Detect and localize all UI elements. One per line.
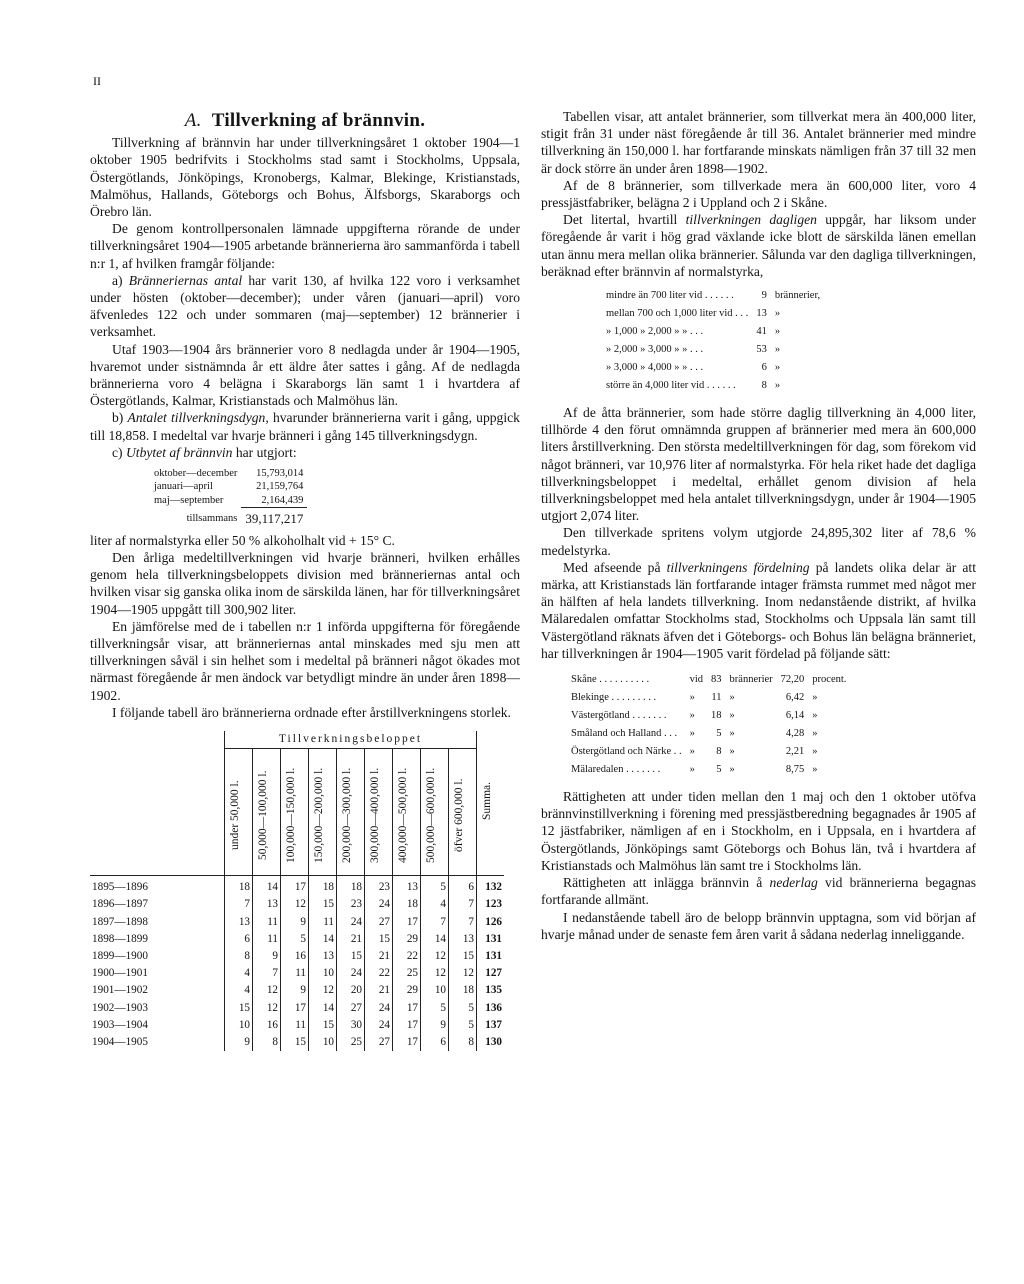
district-percent-unit: »: [812, 710, 818, 722]
table-cell: 17: [393, 1017, 421, 1034]
column-header: [309, 749, 337, 876]
row-year: 1900—1901: [92, 967, 148, 980]
production-row: [150, 480, 307, 493]
district-percent: 6,14: [785, 710, 805, 722]
paragraph: [541, 559, 976, 662]
district-name: Västergötland . . . . . . .: [571, 710, 667, 722]
table-cell: 18: [393, 896, 421, 913]
row-year: 1895—1896: [90, 876, 225, 897]
district-row: [568, 762, 849, 778]
italic-term: tillverkningens fördelning: [666, 559, 810, 575]
table-cell: 18: [225, 876, 253, 897]
daily-range: mindre än 700 liter vid . . . . . .: [606, 290, 734, 302]
left-column: [90, 112, 520, 1051]
district-prefix: »: [689, 692, 695, 704]
district-unit: »: [729, 710, 735, 722]
table-cell: 10: [309, 965, 337, 982]
table-cell: 18: [309, 876, 337, 897]
table-cell: 5: [421, 1000, 449, 1017]
daily-count: 13: [756, 308, 767, 320]
production-label: januari—april: [154, 481, 213, 493]
table-cell: 24: [365, 896, 393, 913]
table-cell: 17: [281, 876, 309, 897]
table-cell: 15: [309, 896, 337, 913]
district-count: 8: [716, 746, 722, 758]
table-cell: 23: [365, 876, 393, 897]
table-cell: 12: [421, 965, 449, 982]
district-table: [566, 670, 851, 780]
district-unit: »: [729, 728, 735, 740]
daily-count: 6: [761, 362, 767, 374]
district-percent-unit: »: [812, 764, 818, 776]
district-percent: 2,21: [785, 746, 805, 758]
table-cell: 8: [449, 1034, 477, 1051]
production-table: [150, 467, 520, 526]
district-unit: »: [729, 764, 735, 776]
paragraph-text: vid brännerierna begagnas fortfarande allmänt.: [541, 875, 977, 908]
table-cell: 24: [365, 1017, 393, 1034]
district-percent: 4,28: [785, 728, 805, 740]
table-cell: 24: [337, 965, 365, 982]
district-count: 83: [711, 674, 722, 686]
table-cell: 5: [449, 1000, 477, 1017]
daily-row: [603, 306, 823, 322]
paragraph: [541, 211, 976, 280]
daily-count: 53: [756, 344, 767, 356]
production-value: 15,793,014: [256, 468, 304, 480]
paragraph: Af de 8 brännerier, som tillverkade mera än 600,000 liter, voro 4 pressjästfabriker, belägna 2 i Uppland och 2 i Skåne.: [541, 177, 976, 211]
table-cell: 9: [281, 982, 309, 999]
italic-term: Antalet tillverkningsdygn,: [127, 410, 269, 426]
table-cell: 15: [309, 1017, 337, 1034]
daily-row: [603, 360, 823, 376]
table-cell: 25: [337, 1034, 365, 1051]
table-cell: 7: [225, 896, 253, 913]
daily-row: [603, 288, 823, 304]
table-cell: 4: [225, 965, 253, 982]
table-cell: 9: [281, 914, 309, 931]
daily-range: » 3,000 » 4,000 » » . . .: [606, 362, 704, 374]
district-percent: 72,20: [780, 674, 805, 686]
item-label: b): [112, 410, 124, 426]
table-cell-sum: 127: [477, 965, 505, 982]
table-cell: 22: [365, 965, 393, 982]
row-year: 1896—1897: [92, 898, 148, 911]
column-header: [253, 749, 281, 876]
column-header-label: 50,000—100,000 l.: [257, 770, 269, 860]
daily-range: mellan 700 och 1,000 liter vid . . .: [606, 308, 749, 320]
table-cell: 21: [337, 931, 365, 948]
table-cell: 24: [365, 1000, 393, 1017]
column-header-sum: Summa.: [481, 781, 493, 820]
paragraph-text: har utgjort:: [235, 444, 297, 460]
table-cell: 12: [449, 965, 477, 982]
production-value: 2,164,439: [261, 494, 304, 506]
table-cell-sum: 132: [477, 876, 505, 897]
daily-range: » 1,000 » 2,000 » » . . .: [606, 326, 704, 338]
daily-range: större än 4,000 liter vid . . . . . .: [606, 380, 736, 392]
table-cell: 13: [449, 931, 477, 948]
district-name: Blekinge . . . . . . . . .: [571, 692, 657, 704]
table-cell: 10: [421, 982, 449, 999]
row-year: 1902—1903: [92, 1001, 148, 1014]
item-label: a): [112, 272, 123, 288]
table-cell: 14: [309, 1000, 337, 1017]
table-cell-sum: 131: [477, 931, 505, 948]
table-cell: 17: [393, 1034, 421, 1051]
district-count: 11: [711, 692, 722, 704]
column-header-label: 300,000—400,000 l.: [369, 767, 381, 863]
district-prefix: »: [689, 728, 695, 740]
column-header-label: under 50,000 l.: [229, 780, 241, 850]
table-cell: 24: [337, 914, 365, 931]
table-cell: 22: [393, 948, 421, 965]
column-header: [337, 749, 365, 876]
district-percent-unit: »: [812, 692, 818, 704]
table-row: [90, 1017, 504, 1034]
table-cell: 7: [421, 914, 449, 931]
district-name: Östergötland och Närke . .: [571, 746, 682, 758]
table-cell: 5: [281, 931, 309, 948]
table-cell-sum: 126: [477, 914, 505, 931]
table-cell: 12: [253, 982, 281, 999]
table-cell: 9: [225, 1034, 253, 1051]
daily-count: 41: [756, 326, 767, 338]
production-size-table: [90, 731, 504, 1051]
table-row: [90, 1034, 504, 1051]
table-cell: 11: [253, 914, 281, 931]
section-letter: A.: [184, 110, 202, 131]
production-total-row: [150, 508, 307, 526]
row-year: 1904—1905: [92, 1035, 148, 1048]
paragraph-text: på landets olika delar är att märka, att Kristianstads län fortfarande intager främsta rummet med något mer än hälften af hela landets tillverkning. Inom nedanstående distrikt, af hvilka Mälaredalen omfattar Stockholms stad, Stockholms och Uppsala län samt till Västergötland räknats äfven det i Göteborgs- och Bohus län belägna bränneriet, har tillverkningen år 1904—1905 varit fördelad på följande sätt:: [541, 559, 976, 661]
table-cell: 21: [365, 982, 393, 999]
district-name: Småland och Halland . . .: [571, 728, 678, 740]
district-count: 18: [711, 710, 722, 722]
table-cell: 5: [421, 876, 449, 897]
column-header: [225, 749, 253, 876]
table-cell: 7: [449, 914, 477, 931]
section-title: Tillverkning af brännvin.: [211, 110, 426, 131]
table-cell: 13: [253, 896, 281, 913]
daily-count: 8: [761, 380, 767, 392]
daily-unit: »: [774, 308, 781, 320]
district-row: [568, 744, 849, 760]
district-name: Mälaredalen . . . . . . .: [571, 764, 661, 776]
table-row: [90, 896, 504, 913]
table-cell: 10: [225, 1017, 253, 1034]
row-year: 1899—1900: [92, 949, 148, 962]
table-cell-sum: 123: [477, 896, 505, 913]
right-column: [541, 108, 976, 943]
production-value: 21,159,764: [256, 481, 304, 493]
table-row: [90, 982, 504, 999]
paragraph-text: Det litertal, hvartill: [563, 212, 678, 228]
table-cell: 25: [393, 965, 421, 982]
italic-term: Bränneriernas antal: [128, 272, 243, 288]
district-unit: »: [729, 746, 735, 758]
paragraph: Tillverkning af brännvin har under tillverkningsåret 1 oktober 1904—1 oktober 1905 bedrifvits i Stockholms stad samt i Stockholms, Uppsala, Östergötlands, Jönköpings, Kronobergs, Kalmar, Blekinge, Kristianstads, Malmöhus, Hallands, Göteborgs och Bohus, Älfsborgs, Skaraborgs och Örebro län.: [90, 135, 520, 220]
italic-term: tillverkningen dagligen: [685, 212, 817, 228]
district-percent-unit: procent.: [812, 674, 847, 686]
district-unit: brännerier: [729, 674, 773, 686]
table-cell: 15: [449, 948, 477, 965]
paragraph: Den årliga medeltillverkningen vid hvarje bränneri, hvilken erhålles genom hela tillverkningsbeloppets division med bränneriernas antal och hvilken visar sig ganska olika inom de särskilda länen, har för tillverkningsåret 1904—1905 uppgått till 300,902 liter.: [90, 549, 520, 617]
table-cell: 12: [421, 948, 449, 965]
italic-term: Utbytet af brännvin: [125, 444, 233, 460]
paragraph-text: Rättigheten att inlägga brännvin å: [563, 875, 763, 891]
table-cell: 15: [225, 1000, 253, 1017]
daily-count: 9: [761, 290, 767, 302]
column-header: [281, 749, 309, 876]
production-row: [150, 494, 307, 508]
column-header: [393, 749, 421, 876]
daily-unit: »: [774, 380, 781, 392]
table-row: [90, 914, 504, 931]
district-prefix: vid: [689, 674, 704, 686]
table-cell: 14: [421, 931, 449, 948]
column-header-label: 400,000—500,000 l.: [397, 767, 409, 863]
table-cell: 29: [393, 982, 421, 999]
table-cell: 11: [309, 914, 337, 931]
paragraph: Utaf 1903—1904 års brännerier voro 8 nedlagda under år 1904—1905, hvaremot under sistnämnda år ett äldre åter sattes i gång. Af de nedlagda brännerierna voro 4 belägna i Skaraborgs län samt 1 i hvartdera af Östergötlands, Kalmar, Kristianstads och Malmöhus län.: [90, 341, 520, 409]
table-cell: 27: [337, 1000, 365, 1017]
paragraph: [90, 409, 520, 443]
paragraph: Tabellen visar, att antalet brännerier, som tillverkat mera än 400,000 liter, stigit från 31 under näst föregående år till 36. Antalet brännerier med mindre tillverkning än 150,000 l. har fortfarande minskats nämligen från 37 till 32 men är dock större än under åren 1898—1902.: [541, 109, 976, 176]
table-cell: 15: [365, 931, 393, 948]
paragraph-text: har varit 130, af hvilka 122 voro i verksamhet under hösten (oktober—december); under våren (januari—april) voro äfvenledes 122 och under sommaren (maj—september) 12 brännerier i verksamhet.: [90, 272, 520, 340]
table-cell: 12: [309, 982, 337, 999]
table-cell-sum: 131: [477, 948, 505, 965]
table-cell: 6: [449, 876, 477, 897]
table-cell: 7: [253, 965, 281, 982]
table-cell: 29: [393, 931, 421, 948]
section-heading: [90, 112, 520, 129]
table-row: [90, 876, 504, 897]
row-year: 1898—1899: [92, 932, 148, 945]
table-cell: 8: [225, 948, 253, 965]
table-cell: 6: [225, 931, 253, 948]
column-header-label: öfver 600,000 l.: [453, 778, 465, 852]
daily-unit: »: [774, 344, 781, 356]
table-cell-sum: 136: [477, 1000, 505, 1017]
district-row: [568, 690, 849, 706]
paragraph: [90, 444, 520, 461]
italic-term: nederlag: [769, 875, 818, 891]
district-row: [568, 708, 849, 724]
district-row: [568, 672, 849, 688]
daily-range: » 2,000 » 3,000 » » . . .: [606, 344, 704, 356]
paragraph: Rättigheten att under tiden mellan den 1 maj och den 1 oktober utöfva brännvinstillverkning i förening med pressjästberedning begagnades år 1905 af 12 jästfabriker, nämligen af en i Stockholm, en i Uppsala, en i hvartdera af Östergötlands, Jönköpings samt Göteborgs och Bohus län, två i hvartdera af Kristianstads och Malmöhus län samt tre i Stockholms län.: [541, 789, 976, 873]
district-percent: 6,42: [785, 692, 805, 704]
paragraph-text: hvarunder brännerierna varit i gång, uppgick till 18,858. I medeltal var hvarje bränneri i gång 145 tillverkningsdygn.: [90, 410, 520, 443]
table-row: [90, 1000, 504, 1017]
table-cell: 13: [393, 876, 421, 897]
table-cell: 4: [225, 982, 253, 999]
table-cell: 13: [225, 914, 253, 931]
column-header-label: 150,000—200,000 l.: [313, 767, 325, 863]
district-prefix: »: [689, 710, 695, 722]
paragraph: Den tillverkade spritens volym utgjorde 24,895,302 liter af 78,6 % medelstyrka.: [541, 525, 976, 558]
production-label: maj—september: [154, 495, 224, 507]
district-count: 5: [716, 764, 722, 776]
table-cell: 21: [365, 948, 393, 965]
table-cell: 17: [281, 1000, 309, 1017]
table-cell: 30: [337, 1017, 365, 1034]
table-cell: 12: [253, 1000, 281, 1017]
daily-unit: »: [774, 362, 781, 374]
paragraph: Af de åtta brännerier, som hade större daglig tillverkning än 4,000 liter, tillhörde 4 den förut omnämnda gruppen af brännerier med mera än 600,000 liters årstillverkning. Den största medeltillverkningen för dag, som förekom vid något bränneri, var 10,976 liter af normalstyrka. För hela riket hade det dagliga tillverkningsbeloppet i medeltal, erhållet genom division af hela tillverkningsbeloppet med hela antalet tillverkningsdygn, under år 1904—1905 utgjort 2,074 liter.: [541, 405, 976, 524]
table-cell: 11: [281, 1017, 309, 1034]
district-count: 5: [716, 728, 722, 740]
table-cell: 10: [309, 1034, 337, 1051]
column-header: [449, 749, 477, 876]
table-cell: 27: [365, 1034, 393, 1051]
paragraph: [90, 272, 520, 341]
district-percent: 8,75: [785, 764, 805, 776]
table-cell: 16: [281, 948, 309, 965]
row-year: 1901—1902: [92, 984, 148, 997]
paragraph-text: Med afseende på: [563, 559, 661, 575]
daily-unit: »: [774, 326, 781, 338]
district-prefix: »: [689, 764, 695, 776]
table-cell: 15: [337, 948, 365, 965]
column-header: [365, 749, 393, 876]
district-row: [568, 726, 849, 742]
daily-row: [603, 324, 823, 340]
table-cell: 23: [337, 896, 365, 913]
paragraph: En jämförelse med de i tabellen n:r 1 införda uppgifterna för föregående tillverkningsår visar, att bränneriernas antal minskades med sju men att tillverkningen såväl i sin helhet som i medeltal på bränneri något ökades mot närmast föregående år men ändock var betydligt mindre än under åren 1898—1902.: [90, 618, 520, 703]
table-cell: 9: [421, 1017, 449, 1034]
table-cell-sum: 135: [477, 982, 505, 999]
column-header-label: 200,000—300,000 l.: [341, 767, 353, 863]
item-label: c): [112, 444, 123, 460]
table-cell: 11: [253, 931, 281, 948]
district-unit: »: [729, 692, 735, 704]
table-row: [90, 931, 504, 948]
table-cell: 4: [421, 896, 449, 913]
row-year: 1897—1898: [92, 915, 148, 928]
district-percent-unit: »: [812, 728, 818, 740]
table-cell: 20: [337, 982, 365, 999]
table-cell: 5: [449, 1017, 477, 1034]
table-group-caption: Tillverkningsbeloppet: [225, 731, 477, 749]
paragraph: De genom kontrollpersonalen lämnade uppgifterna rörande de under tillverkningsåret 1904—1905 arbetande brännerierna äro sammanförda i tabell n:r 1, af hvilken framgår följande:: [90, 221, 520, 271]
paragraph: [541, 874, 976, 908]
table-cell: 17: [393, 1000, 421, 1017]
table-cell-sum: 130: [477, 1034, 505, 1051]
table-cell: 13: [309, 948, 337, 965]
paragraph: liter af normalstyrka eller 50 % alkoholhalt vid + 15° C.: [90, 532, 395, 548]
column-header: [421, 749, 449, 876]
table-cell: 11: [281, 965, 309, 982]
daily-row: [603, 342, 823, 358]
paragraph-text: uppgår, har liksom under föregående år varit i hög grad växlande icke blott de särskilda länen emellan utan ännu mera mellan olika brännerier. Sålunda var den dagliga tillverkningen, beräknad efter brännvin af normalstyrka,: [541, 212, 977, 279]
table-cell: 9: [253, 948, 281, 965]
district-prefix: »: [689, 746, 695, 758]
table-cell: 27: [365, 914, 393, 931]
district-name: Skåne . . . . . . . . . .: [571, 674, 650, 686]
table-cell: 15: [281, 1034, 309, 1051]
table-cell: 12: [281, 896, 309, 913]
daily-production-table: [601, 286, 825, 396]
paragraph: I nedanstående tabell äro de belopp brännvin upptagna, som vid början af hvarje månad under de senaste fem åren varit å sådana nederlag inneliggande.: [541, 909, 976, 942]
table-cell: 7: [449, 896, 477, 913]
district-percent-unit: »: [812, 746, 818, 758]
table-cell: 17: [393, 914, 421, 931]
table-cell: 8: [253, 1034, 281, 1051]
paragraph: I följande tabell äro brännerierna ordnade efter årstillverkningens storlek.: [112, 704, 511, 720]
table-cell: 18: [337, 876, 365, 897]
column-header-label: 500,000—600,000 l.: [425, 767, 437, 863]
daily-unit: brännerier,: [774, 290, 821, 302]
table-cell: 14: [309, 931, 337, 948]
production-total-label: tillsammans: [186, 513, 238, 525]
table-cell-sum: 137: [477, 1017, 505, 1034]
production-row: [150, 467, 307, 480]
row-year: 1903—1904: [92, 1018, 148, 1031]
column-header-label: 100,000—150,000 l.: [285, 767, 297, 863]
table-cell: 16: [253, 1017, 281, 1034]
table-cell: 14: [253, 876, 281, 897]
table-row: [90, 965, 504, 982]
table-row: [90, 948, 504, 965]
daily-row: [603, 378, 823, 394]
table-cell: 6: [421, 1034, 449, 1051]
table-cell: 18: [449, 982, 477, 999]
production-total-value: 39,117,217: [241, 508, 307, 526]
page-number: II: [93, 74, 101, 88]
production-label: oktober—december: [154, 468, 238, 480]
